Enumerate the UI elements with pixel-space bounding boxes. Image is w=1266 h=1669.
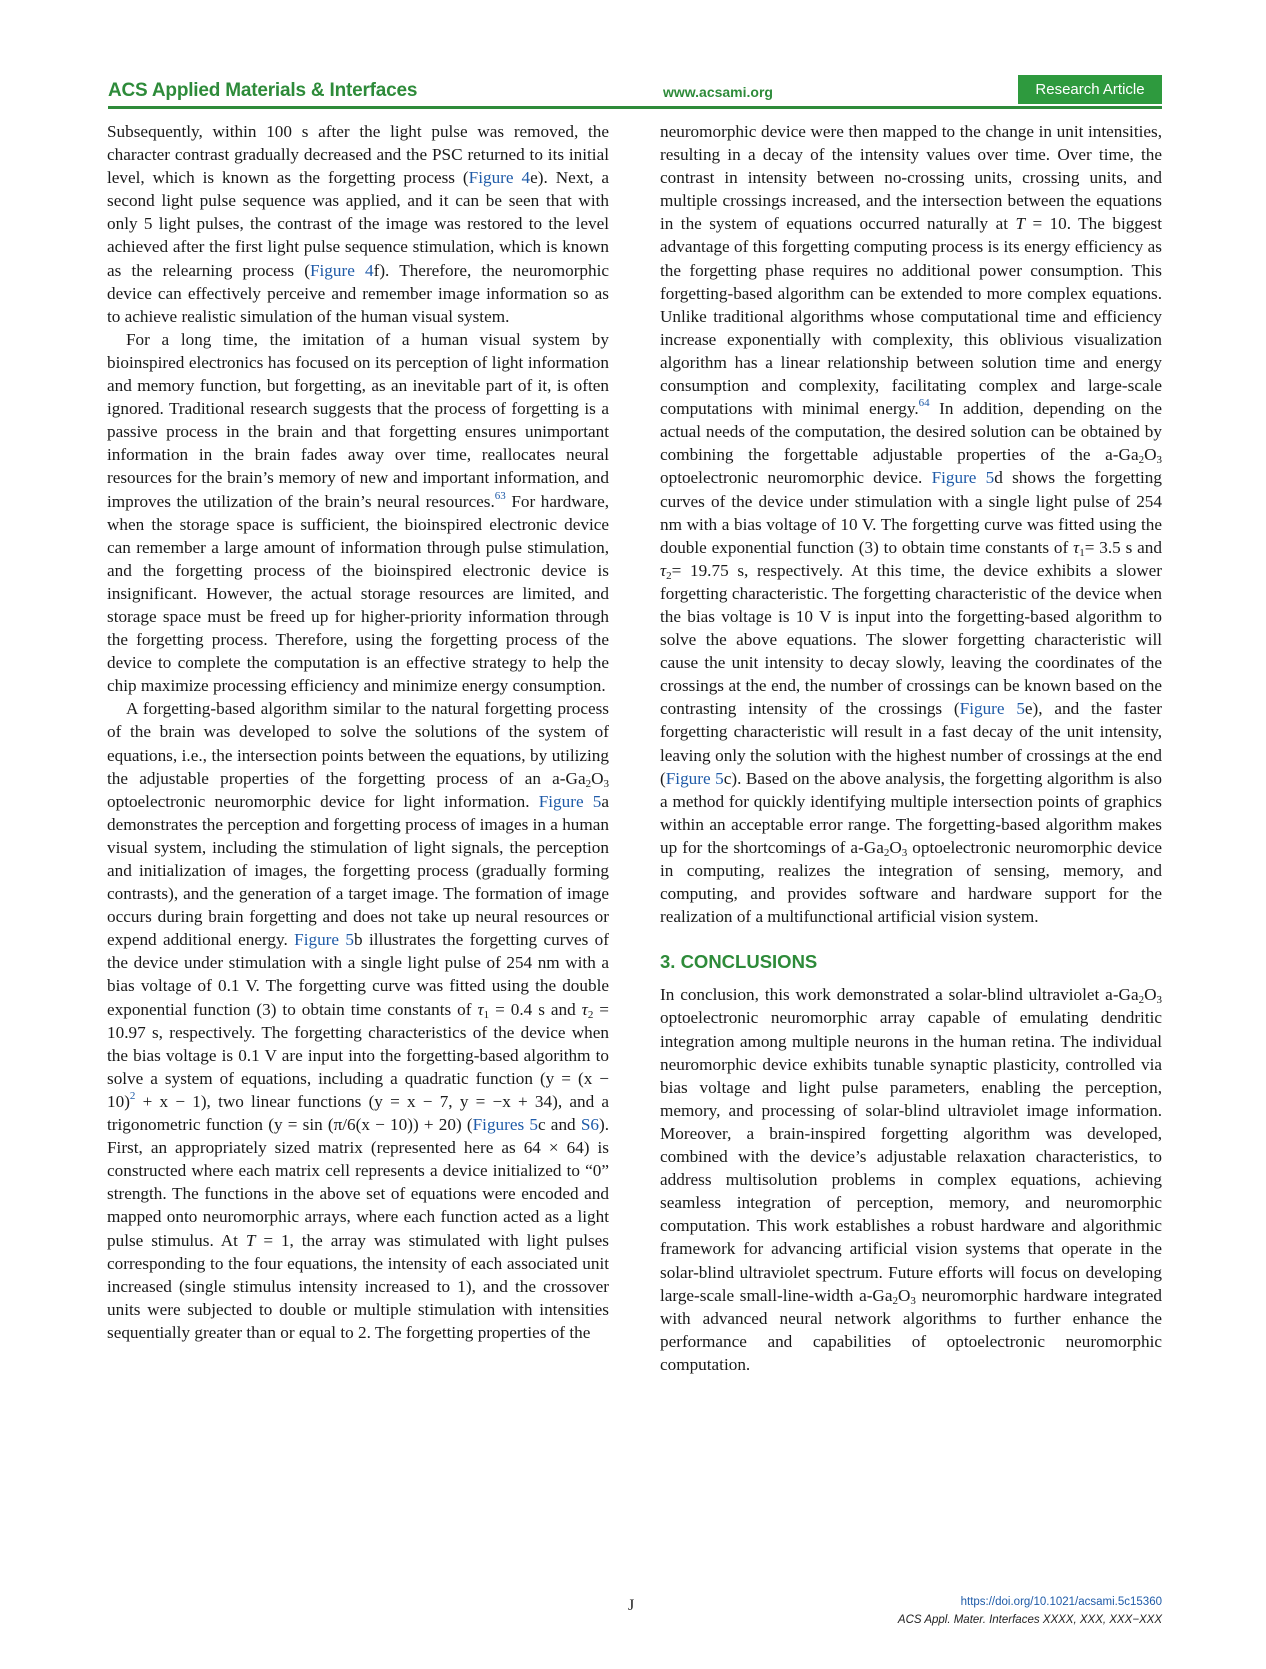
text: + x − 1), two linear functions (y = x − 7, y = −x + 34), and a trigonometric function (y = sin (π/6(x − 10)) + 20) (	[107, 1091, 609, 1135]
subscript: 2	[585, 777, 592, 790]
paragraph	[107, 697, 609, 1344]
subscript: 2	[883, 846, 890, 859]
journal-title: ACS Applied Materials & Interfaces	[108, 80, 418, 101]
journal-website-link[interactable]: www.acsami.org	[663, 84, 773, 100]
reference-link[interactable]: 63	[494, 489, 506, 502]
doi-link[interactable]: https://doi.org/10.1021/acsami.5c15360	[960, 1596, 1162, 1608]
reference-link[interactable]: 64	[918, 397, 930, 410]
text: A forgetting-based algorithm similar to the natural forgetting process of the brain was developed to solve the solutions of the system of equations, i.e., the intersection points between the equations, by utilizing the adjustable properties of the forgetting process of an a-Ga	[107, 699, 609, 788]
text: O	[591, 768, 604, 788]
text: e), and the faster forgetting characteristic will result in a fast decay of the unit intensity, leaving only the solution with the highest number of crossings at the end (	[660, 699, 1162, 788]
text: In addition, depending on the actual needs of the computation, the desired solution can be obtained by combining the forgettable adjustable properties of the a-Ga	[660, 399, 1162, 465]
math-symbol: T	[245, 1230, 256, 1250]
subscript: 2	[892, 1294, 898, 1307]
text: neuromorphic hardware integrated with advanced neural network algorithms to further enhance the performance and capabilities of optoelectronic neuromorphic computation.	[660, 1285, 1163, 1374]
text: = 1, the array was stimulated with light pulses corresponding to the four equations, the intensity of each associated unit increased (single stimulus intensity increased to 1), and the crossover units were subjected to double or multiple stimulation with intensities sequentially greater than or equal to 2. The forgetting properties of the	[107, 1230, 609, 1342]
math-symbol: τ	[660, 560, 667, 580]
superscript: 2	[129, 1089, 136, 1102]
math-symbol: τ	[1073, 537, 1080, 557]
text: = 10.97 s, respectively. The forgetting characteristics of the device when the bias voltage is 0.1 V are input into the forgetting-based algorithm to solve a system of equations, including a quadratic function (y = (x − 10)	[107, 999, 609, 1111]
text: optoelectronic neuromorphic device for light information.	[107, 791, 539, 811]
text: O	[1144, 985, 1157, 1005]
subscript: 2	[666, 569, 672, 582]
text: = 19.75 s, respectively. At this time, the device exhibits a slower forgetting characteristic. The forgetting characteristic of the device when the bias voltage is 10 V is input into the forgetting-based algorithm to solve the above equations. The slower forgetting characteristic will cause the unit intensity to decay slowly, leaving the coordinates of the crossings at the end, the number of crossings can be known based on the contrasting intensity of the crossings (	[660, 560, 1162, 719]
text: O	[1144, 445, 1157, 465]
text: = 0.4 s and	[489, 999, 582, 1019]
figure-link[interactable]: Figure 5	[959, 699, 1025, 719]
text: O	[897, 1285, 911, 1305]
journal-citation: ACS Appl. Mater. Interfaces XXXX, XXX, XXX−XXX	[897, 1614, 1162, 1626]
subscript: 3	[901, 846, 908, 859]
subscript: 3	[1156, 994, 1162, 1007]
figure-link[interactable]: Figure 5	[931, 468, 995, 488]
text: optoelectronic neuromorphic device.	[660, 468, 932, 488]
paragraph	[660, 120, 1162, 928]
page-number: J	[628, 1597, 635, 1614]
figure-link[interactable]: Figure 4	[309, 260, 374, 280]
text: a demonstrates the perception and forgetting process of images in a human visual system, including the stimulation of light signals, the perception and initialization of images, the forgetting process (gradually forming contrasts), and the generation of a target image. The formation of image occurs during brain forgetting and does not take up neural resources or expend additional energy.	[107, 791, 609, 950]
subscript: 3	[603, 777, 609, 790]
article-type-badge: Research Article	[1018, 75, 1162, 104]
subscript: 2	[1138, 994, 1145, 1007]
text: For hardware, when the storage space is sufficient, the bioinspired electronic device can remember a large amount of information through pulse stimulation, and the forgetting process of the bioinspired electronic device is insignificant. However, the actual storage resources are limited, and storage space must be freed up for higher-priority information through the forgetting process. Therefore, using the forgetting process of the device to complete the computation is an effective strategy to help the chip maximize processing efficiency and minimize energy consumption.	[107, 491, 609, 696]
text: e). Next, a second light pulse sequence was applied, and it can be seen that with only 5 light pulses, the contrast of the image was restored to the level achieved after the first light pulse sequence stimulation, which is known as the relearning process (	[107, 168, 609, 280]
math-symbol: τ	[581, 999, 588, 1019]
math-symbol: τ	[477, 999, 484, 1019]
figure-link[interactable]: Figure 5	[538, 791, 602, 811]
text: For a long time, the imitation of a human visual system by bioinspired electronics has focused on its perception of light information and memory function, but forgetting, as an inevitable part of it, is often ignored. Traditional research suggests that the process of forgetting is a passive process in the brain and that forgetting ensures unimportant information in the brain fades away over time, reallocates neural resources for the brain’s memory of new and important information, and improves the utilization of the brain’s neural resources.	[107, 329, 609, 511]
paragraph	[107, 328, 609, 698]
section-heading: 3. CONCLUSIONS	[660, 951, 818, 973]
paragraph	[107, 120, 609, 328]
subscript: 3	[910, 1294, 916, 1307]
text: neuromorphic device were then mapped to the change in unit intensities, resulting in a decay of the intensity values over time. Over time, the contrast in intensity between no-crossing units, crossing units, and multiple crossings increased, and the intersection between the equations in the system of equations occurred naturally at	[660, 122, 1162, 234]
subscript: 1	[483, 1008, 490, 1021]
left-column	[107, 120, 609, 1344]
figure-link[interactable]: Figure 5	[294, 930, 355, 950]
text: = 3.5 s and	[1084, 537, 1162, 557]
text: optoelectronic neuromorphic device in computing, realizes the integration of sensing, memory, and computing, and provides software and hardware support for the realization of a multifunctional artificial vision system.	[660, 837, 1162, 927]
text: f). Therefore, the neuromorphic device can effectively perceive and remember image information so as to achieve realistic simulation of the human visual system.	[107, 260, 610, 326]
text: = 10. The biggest advantage of this forgetting computing process is its energy efficiency as the forgetting phase requires no additional power consumption. This forgetting-based algorithm can be extended to more complex equations. Unlike traditional algorithms whose computational time and efficiency increase exponentially with complexity, this oblivious visualization algorithm has a linear relationship between solution time and energy consumption and complexity, facilitating complex and large-scale computations with minimal energy.	[660, 214, 1162, 419]
figure-link[interactable]: Figure 4	[468, 168, 531, 188]
text: c). Based on the above analysis, the forgetting algorithm is also a method for quickly identifying multiple intersection points of graphics within an acceptable error range. The forgetting-based algorithm makes up for the shortcomings of a-Ga	[660, 768, 1162, 857]
text: optoelectronic neuromorphic array capable of emulating dendritic integration among multiple neurons in the human retina. The individual neuromorphic device exhibits tunable synaptic plasticity, controlled via bias voltage and light pulse parameters, enabling the perception, memory, and processing of solar-blind ultraviolet image information. Moreover, a brain-inspired forgetting algorithm was developed, combined with the device’s adjustable relaxation characteristics, to address multisolution problems in complex equations, achieving seamless integration of perception, memory, and neuromorphic computation. This work establishes a robust hardware and algorithmic framework for advancing artificial vision systems that operate in the solar-blind ultraviolet spectrum. Future efforts will focus on developing large-scale small-line-width a-Ga	[660, 1008, 1162, 1305]
text: O	[889, 837, 902, 857]
supplementary-figure-link[interactable]: S6	[580, 1115, 599, 1135]
text: Subsequently, within 100 s after the light pulse was removed, the character contrast gradually decreased and the PSC returned to its initial level, which is known as the forgetting process (	[107, 122, 609, 188]
math-symbol: T	[1015, 214, 1025, 234]
subscript: 2	[1138, 454, 1145, 467]
paragraph	[660, 983, 1162, 1376]
text: c and	[537, 1115, 581, 1135]
subscript: 3	[1156, 454, 1162, 467]
figure-link[interactable]: Figures 5	[472, 1115, 538, 1135]
subscript: 2	[587, 1008, 594, 1021]
text: d shows the forgetting curves of the device under stimulation with a single light pulse of 254 nm with a bias voltage of 10 V. The forgetting curve was fitted using the double exponential function (3) to obtain time constants of	[660, 468, 1162, 557]
text: ). First, an appropriately sized matrix (represented here as 64 × 64) is constructed where each matrix cell represents a device initialized to “0” strength. The functions in the above set of equations were encoded and mapped onto neuromorphic arrays, where each function acted as a light pulse stimulus. At	[107, 1115, 610, 1250]
right-column	[660, 120, 1162, 1376]
page-header	[108, 78, 1162, 109]
text: In conclusion, this work demonstrated a solar-blind ultraviolet a-Ga	[660, 985, 1139, 1005]
figure-link[interactable]: Figure 5	[665, 768, 724, 788]
text: b illustrates the forgetting curves of the device under stimulation with a single light pulse of 254 nm with a bias voltage of 0.1 V. The forgetting curve was fitted using the double exponential function (3) to obtain time constants of	[107, 930, 610, 1019]
subscript: 1	[1079, 546, 1085, 559]
